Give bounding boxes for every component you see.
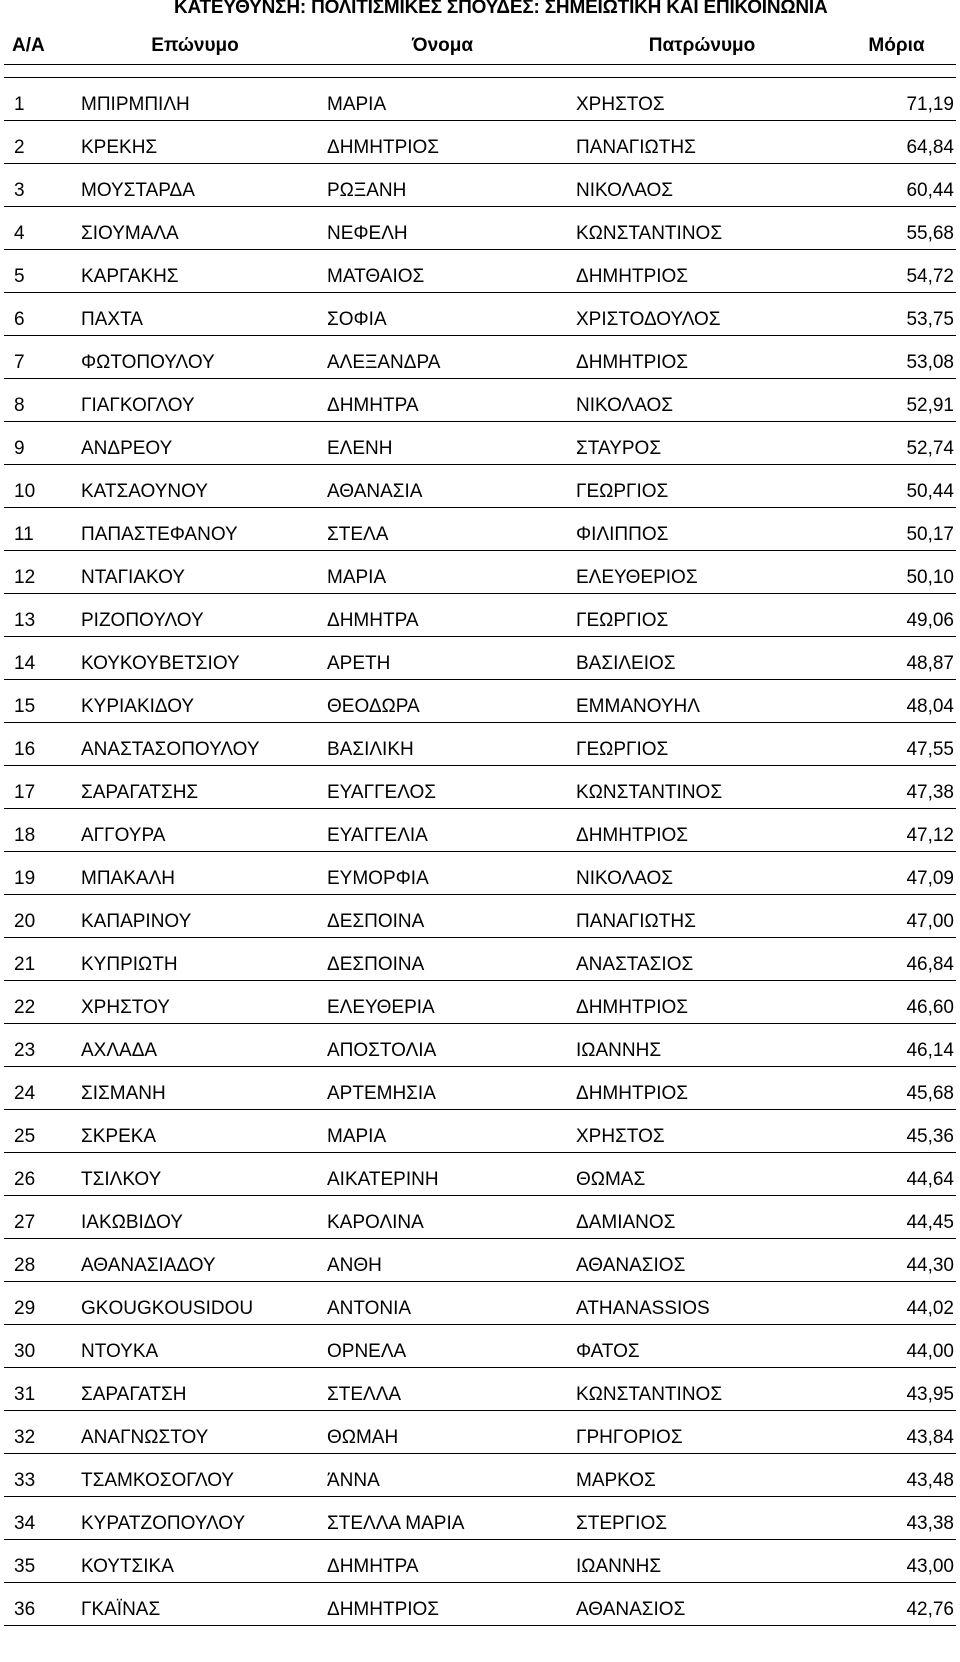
cell-aa: 18 [4, 809, 72, 852]
cell-surname: ΜΟΥΣΤΑΡΔΑ [72, 164, 318, 207]
table-row [4, 1368, 956, 1411]
cell-score: 45,36 [837, 1110, 956, 1153]
cell-surname: ΣΙΟΥΜΑΛΑ [72, 207, 318, 250]
cell-aa: 12 [4, 551, 72, 594]
cell-score: 55,68 [837, 207, 956, 250]
cell-name: ΕΛΕΥΘΕΡΙΑ [318, 981, 567, 1024]
cell-score: 47,12 [837, 809, 956, 852]
cell-surname: GKOUGKOUSIDOU [72, 1282, 318, 1325]
cell-name: ΜΑΡΙΑ [318, 78, 567, 121]
table-header-row [4, 27, 956, 65]
cell-score: 46,14 [837, 1024, 956, 1067]
cell-score: 42,76 [837, 1583, 956, 1626]
table-row [4, 981, 956, 1024]
cell-score: 43,38 [837, 1497, 956, 1540]
cell-surname: ΑΝΔΡΕΟΥ [72, 422, 318, 465]
cell-surname: ΓΚΑΪΝΑΣ [72, 1583, 318, 1626]
cell-name: ΔΗΜΗΤΡΙΟΣ [318, 121, 567, 164]
spacer-cell [4, 65, 72, 78]
cell-aa: 21 [4, 938, 72, 981]
table-row [4, 723, 956, 766]
table-row [4, 637, 956, 680]
cell-name: ΘΩΜΑΗ [318, 1411, 567, 1454]
cell-name: ΕΥΑΓΓΕΛΟΣ [318, 766, 567, 809]
cell-name: ΑΙΚΑΤΕΡΙΝΗ [318, 1153, 567, 1196]
cell-name: ΑΡΤΕΜΗΣΙΑ [318, 1067, 567, 1110]
cell-aa: 29 [4, 1282, 72, 1325]
cell-surname: ΚΑΡΓΑΚΗΣ [72, 250, 318, 293]
table-row [4, 1282, 956, 1325]
cell-aa: 28 [4, 1239, 72, 1282]
cell-aa: 35 [4, 1540, 72, 1583]
cell-surname: ΣΚΡΕΚΑ [72, 1110, 318, 1153]
cell-surname: ΤΣΑΜΚΟΣΟΓΛΟΥ [72, 1454, 318, 1497]
cell-father-name: ΚΩΝΣΤΑΝΤΙΝΟΣ [567, 207, 837, 250]
cell-father-name: ΠΑΝΑΓΙΩΤΗΣ [567, 121, 837, 164]
table-row [4, 1239, 956, 1282]
cell-score: 44,00 [837, 1325, 956, 1368]
cell-name: ΣΟΦΙΑ [318, 293, 567, 336]
cell-surname: ΚΥΠΡΙΩΤΗ [72, 938, 318, 981]
cell-father-name: ΓΕΩΡΓΙΟΣ [567, 723, 837, 766]
cell-name: ΑΘΑΝΑΣΙΑ [318, 465, 567, 508]
cell-aa: 30 [4, 1325, 72, 1368]
cell-score: 47,38 [837, 766, 956, 809]
page-title: ΚΑΤΕΥΘΥΝΣΗ: ΠΟΛΙΤΙΣΜΙΚΕΣ ΣΠΟΥΔΕΣ: ΣΗΜΕΙΩΤΙΚΗ ΚΑΙ ΕΠΙΚΟΙΝΩΝΙΑ [174, 0, 828, 18]
cell-father-name: ΓΡΗΓΟΡΙΟΣ [567, 1411, 837, 1454]
cell-father-name: ATHANASSIOS [567, 1282, 837, 1325]
cell-name: ΑΝΤΟΝΙΑ [318, 1282, 567, 1325]
cell-name: ΔΕΣΠΟΙΝΑ [318, 895, 567, 938]
cell-name: ΣΤΕΛΛΑ ΜΑΡΙΑ [318, 1497, 567, 1540]
cell-score: 43,48 [837, 1454, 956, 1497]
cell-aa: 9 [4, 422, 72, 465]
cell-father-name: ΦΑΤΟΣ [567, 1325, 837, 1368]
cell-father-name: ΣΤΕΡΓΙΟΣ [567, 1497, 837, 1540]
cell-father-name: ΓΕΩΡΓΙΟΣ [567, 594, 837, 637]
cell-aa: 27 [4, 1196, 72, 1239]
column-header-father-name: Πατρώνυμο [567, 27, 837, 65]
cell-father-name: ΑΝΑΣΤΑΣΙΟΣ [567, 938, 837, 981]
cell-score: 47,00 [837, 895, 956, 938]
cell-aa: 13 [4, 594, 72, 637]
cell-name: ΣΤΕΛΛΑ [318, 1368, 567, 1411]
cell-score: 53,08 [837, 336, 956, 379]
cell-name: ΔΗΜΗΤΡΑ [318, 594, 567, 637]
cell-father-name: ΔΗΜΗΤΡΙΟΣ [567, 1067, 837, 1110]
table-row [4, 508, 956, 551]
cell-father-name: ΝΙΚΟΛΑΟΣ [567, 379, 837, 422]
table-row [4, 250, 956, 293]
cell-surname: ΚΑΤΣΑΟΥΝΟΥ [72, 465, 318, 508]
cell-aa: 7 [4, 336, 72, 379]
cell-father-name: ΜΑΡΚΟΣ [567, 1454, 837, 1497]
cell-score: 71,19 [837, 78, 956, 121]
table-row [4, 293, 956, 336]
cell-surname: ΑΓΓΟΥΡΑ [72, 809, 318, 852]
cell-name: ΝΕΦΕΛΗ [318, 207, 567, 250]
cell-name: ΔΗΜΗΤΡΙΟΣ [318, 1583, 567, 1626]
cell-surname: ΚΑΠΑΡΙΝΟΥ [72, 895, 318, 938]
cell-name: ΟΡΝΕΛΑ [318, 1325, 567, 1368]
cell-name: ΣΤΕΛΑ [318, 508, 567, 551]
column-header-score: Μόρια [837, 27, 956, 65]
cell-father-name: ΔΗΜΗΤΡΙΟΣ [567, 981, 837, 1024]
cell-score: 64,84 [837, 121, 956, 164]
cell-father-name: ΒΑΣΙΛΕΙΟΣ [567, 637, 837, 680]
cell-name: ΕΥΜΟΡΦΙΑ [318, 852, 567, 895]
cell-father-name: ΧΡΗΣΤΟΣ [567, 1110, 837, 1153]
cell-aa: 36 [4, 1583, 72, 1626]
cell-aa: 6 [4, 293, 72, 336]
cell-surname: ΚΥΡΑΤΖΟΠΟΥΛΟΥ [72, 1497, 318, 1540]
cell-surname: ΑΘΑΝΑΣΙΑΔΟΥ [72, 1239, 318, 1282]
cell-score: 44,02 [837, 1282, 956, 1325]
cell-aa: 10 [4, 465, 72, 508]
cell-score: 43,95 [837, 1368, 956, 1411]
cell-score: 44,64 [837, 1153, 956, 1196]
table-row [4, 465, 956, 508]
cell-score: 48,87 [837, 637, 956, 680]
cell-score: 49,06 [837, 594, 956, 637]
table-row [4, 1325, 956, 1368]
cell-score: 47,09 [837, 852, 956, 895]
table-row [4, 551, 956, 594]
cell-aa: 5 [4, 250, 72, 293]
cell-aa: 3 [4, 164, 72, 207]
cell-name: ΑΠΟΣΤΟΛΙΑ [318, 1024, 567, 1067]
cell-father-name: ΑΘΑΝΑΣΙΟΣ [567, 1583, 837, 1626]
table-row [4, 422, 956, 465]
column-header-aa: Α/Α [4, 27, 72, 65]
table-row [4, 938, 956, 981]
cell-father-name: ΧΡΗΣΤΟΣ [567, 78, 837, 121]
cell-father-name: ΕΛΕΥΘΕΡΙΟΣ [567, 551, 837, 594]
cell-surname: ΚΟΥΤΣΙΚΑ [72, 1540, 318, 1583]
table-row [4, 1110, 956, 1153]
spacer-cell [72, 65, 318, 78]
cell-surname: ΤΣΙΛΚΟΥ [72, 1153, 318, 1196]
cell-father-name: ΠΑΝΑΓΙΩΤΗΣ [567, 895, 837, 938]
table-row [4, 1540, 956, 1583]
cell-surname: ΓΙΑΓΚΟΓΛΟΥ [72, 379, 318, 422]
cell-surname: ΜΠΑΚΑΛΗ [72, 852, 318, 895]
cell-father-name: ΙΩΑΝΝΗΣ [567, 1540, 837, 1583]
cell-father-name: ΝΙΚΟΛΑΟΣ [567, 164, 837, 207]
cell-aa: 8 [4, 379, 72, 422]
cell-score: 52,74 [837, 422, 956, 465]
cell-score: 60,44 [837, 164, 956, 207]
cell-score: 45,68 [837, 1067, 956, 1110]
cell-father-name: ΔΗΜΗΤΡΙΟΣ [567, 809, 837, 852]
cell-score: 43,84 [837, 1411, 956, 1454]
table-row [4, 852, 956, 895]
table-row [4, 379, 956, 422]
cell-aa: 14 [4, 637, 72, 680]
table-row [4, 336, 956, 379]
cell-aa: 25 [4, 1110, 72, 1153]
cell-name: ΔΗΜΗΤΡΑ [318, 379, 567, 422]
cell-aa: 32 [4, 1411, 72, 1454]
cell-aa: 1 [4, 78, 72, 121]
table-row [4, 809, 956, 852]
column-header-surname: Επώνυμο [72, 27, 318, 65]
cell-aa: 4 [4, 207, 72, 250]
table-row [4, 1454, 956, 1497]
results-table [4, 27, 956, 1626]
table-row [4, 1153, 956, 1196]
cell-aa: 24 [4, 1067, 72, 1110]
cell-father-name: ΑΘΑΝΑΣΙΟΣ [567, 1239, 837, 1282]
cell-score: 44,30 [837, 1239, 956, 1282]
cell-surname: ΑΝΑΓΝΩΣΤΟΥ [72, 1411, 318, 1454]
cell-score: 50,44 [837, 465, 956, 508]
cell-name: ΕΛΕΝΗ [318, 422, 567, 465]
cell-father-name: ΝΙΚΟΛΑΟΣ [567, 852, 837, 895]
cell-aa: 26 [4, 1153, 72, 1196]
cell-score: 47,55 [837, 723, 956, 766]
table-row [4, 1024, 956, 1067]
cell-name: ΘΕΟΔΩΡΑ [318, 680, 567, 723]
cell-name: ΚΑΡΟΛΙΝΑ [318, 1196, 567, 1239]
cell-father-name: ΕΜΜΑΝΟΥΗΛ [567, 680, 837, 723]
cell-score: 54,72 [837, 250, 956, 293]
table-row [4, 207, 956, 250]
table-row [4, 1583, 956, 1626]
cell-surname: ΡΙΖΟΠΟΥΛΟΥ [72, 594, 318, 637]
table-row [4, 78, 956, 121]
table-row [4, 766, 956, 809]
cell-aa: 20 [4, 895, 72, 938]
cell-surname: ΙΑΚΩΒΙΔΟΥ [72, 1196, 318, 1239]
cell-name: ΜΑΡΙΑ [318, 1110, 567, 1153]
cell-surname: ΧΡΗΣΤΟΥ [72, 981, 318, 1024]
cell-aa: 31 [4, 1368, 72, 1411]
spacer-cell [567, 65, 837, 78]
cell-surname: ΚΥΡΙΑΚΙΔΟΥ [72, 680, 318, 723]
table-row [4, 594, 956, 637]
cell-aa: 34 [4, 1497, 72, 1540]
cell-name: ΒΑΣΙΛΙΚΗ [318, 723, 567, 766]
cell-aa: 11 [4, 508, 72, 551]
cell-father-name: ΚΩΝΣΤΑΝΤΙΝΟΣ [567, 766, 837, 809]
table-row [4, 121, 956, 164]
cell-surname: ΣΑΡΑΓΑΤΣΗ [72, 1368, 318, 1411]
cell-score: 48,04 [837, 680, 956, 723]
cell-score: 46,84 [837, 938, 956, 981]
table-row [4, 895, 956, 938]
cell-surname: ΣΑΡΑΓΑΤΣΗΣ [72, 766, 318, 809]
cell-score: 46,60 [837, 981, 956, 1024]
cell-father-name: ΦΙΛΙΠΠΟΣ [567, 508, 837, 551]
cell-name: ΔΕΣΠΟΙΝΑ [318, 938, 567, 981]
table-row [4, 1497, 956, 1540]
cell-father-name: ΔΑΜΙΑΝΟΣ [567, 1196, 837, 1239]
cell-name: ΡΩΞΑΝΗ [318, 164, 567, 207]
spacer-cell [837, 65, 956, 78]
cell-surname: ΣΙΣΜΑΝΗ [72, 1067, 318, 1110]
cell-surname: ΑΝΑΣΤΑΣΟΠΟΥΛΟΥ [72, 723, 318, 766]
cell-aa: 16 [4, 723, 72, 766]
cell-father-name: ΧΡΙΣΤΟΔΟΥΛΟΣ [567, 293, 837, 336]
cell-father-name: ΔΗΜΗΤΡΙΟΣ [567, 336, 837, 379]
column-header-name: Όνομα [318, 27, 567, 65]
spacer-cell [318, 65, 567, 78]
cell-surname: ΜΠΙΡΜΠΙΛΗ [72, 78, 318, 121]
cell-father-name: ΓΕΩΡΓΙΟΣ [567, 465, 837, 508]
cell-aa: 15 [4, 680, 72, 723]
cell-surname: ΑΧΛΑΔΑ [72, 1024, 318, 1067]
cell-surname: ΠΑΠΑΣΤΕΦΑΝΟΥ [72, 508, 318, 551]
cell-surname: ΝΤΑΓΙΑΚΟΥ [72, 551, 318, 594]
cell-aa: 22 [4, 981, 72, 1024]
cell-aa: 33 [4, 1454, 72, 1497]
cell-aa: 2 [4, 121, 72, 164]
cell-name: ΑΝΘΗ [318, 1239, 567, 1282]
cell-surname: ΝΤΟΥΚΑ [72, 1325, 318, 1368]
cell-aa: 17 [4, 766, 72, 809]
cell-surname: ΠΑΧΤΑ [72, 293, 318, 336]
cell-name: ΑΡΕΤΗ [318, 637, 567, 680]
cell-name: ΆΝΝΑ [318, 1454, 567, 1497]
table-row [4, 1411, 956, 1454]
cell-father-name: ΣΤΑΥΡΟΣ [567, 422, 837, 465]
cell-father-name: ΚΩΝΣΤΑΝΤΙΝΟΣ [567, 1368, 837, 1411]
table-body [4, 65, 956, 1626]
cell-score: 53,75 [837, 293, 956, 336]
cell-name: ΑΛΕΞΑΝΔΡΑ [318, 336, 567, 379]
cell-name: ΔΗΜΗΤΡΑ [318, 1540, 567, 1583]
cell-surname: ΚΟΥΚΟΥΒΕΤΣΙΟΥ [72, 637, 318, 680]
cell-name: ΜΑΡΙΑ [318, 551, 567, 594]
cell-name: ΕΥΑΓΓΕΛΙΑ [318, 809, 567, 852]
cell-surname: ΦΩΤΟΠΟΥΛΟΥ [72, 336, 318, 379]
cell-father-name: ΙΩΑΝΝΗΣ [567, 1024, 837, 1067]
cell-name: ΜΑΤΘΑΙΟΣ [318, 250, 567, 293]
cell-surname: ΚΡΕΚΗΣ [72, 121, 318, 164]
cell-score: 44,45 [837, 1196, 956, 1239]
table-row [4, 680, 956, 723]
cell-aa: 19 [4, 852, 72, 895]
cell-score: 52,91 [837, 379, 956, 422]
table-row [4, 1196, 956, 1239]
table-row [4, 1067, 956, 1110]
cell-aa: 23 [4, 1024, 72, 1067]
cell-score: 43,00 [837, 1540, 956, 1583]
cell-father-name: ΘΩΜΑΣ [567, 1153, 837, 1196]
table-row [4, 164, 956, 207]
cell-father-name: ΔΗΜΗΤΡΙΟΣ [567, 250, 837, 293]
header-spacer-row [4, 65, 956, 78]
cell-score: 50,17 [837, 508, 956, 551]
cell-score: 50,10 [837, 551, 956, 594]
